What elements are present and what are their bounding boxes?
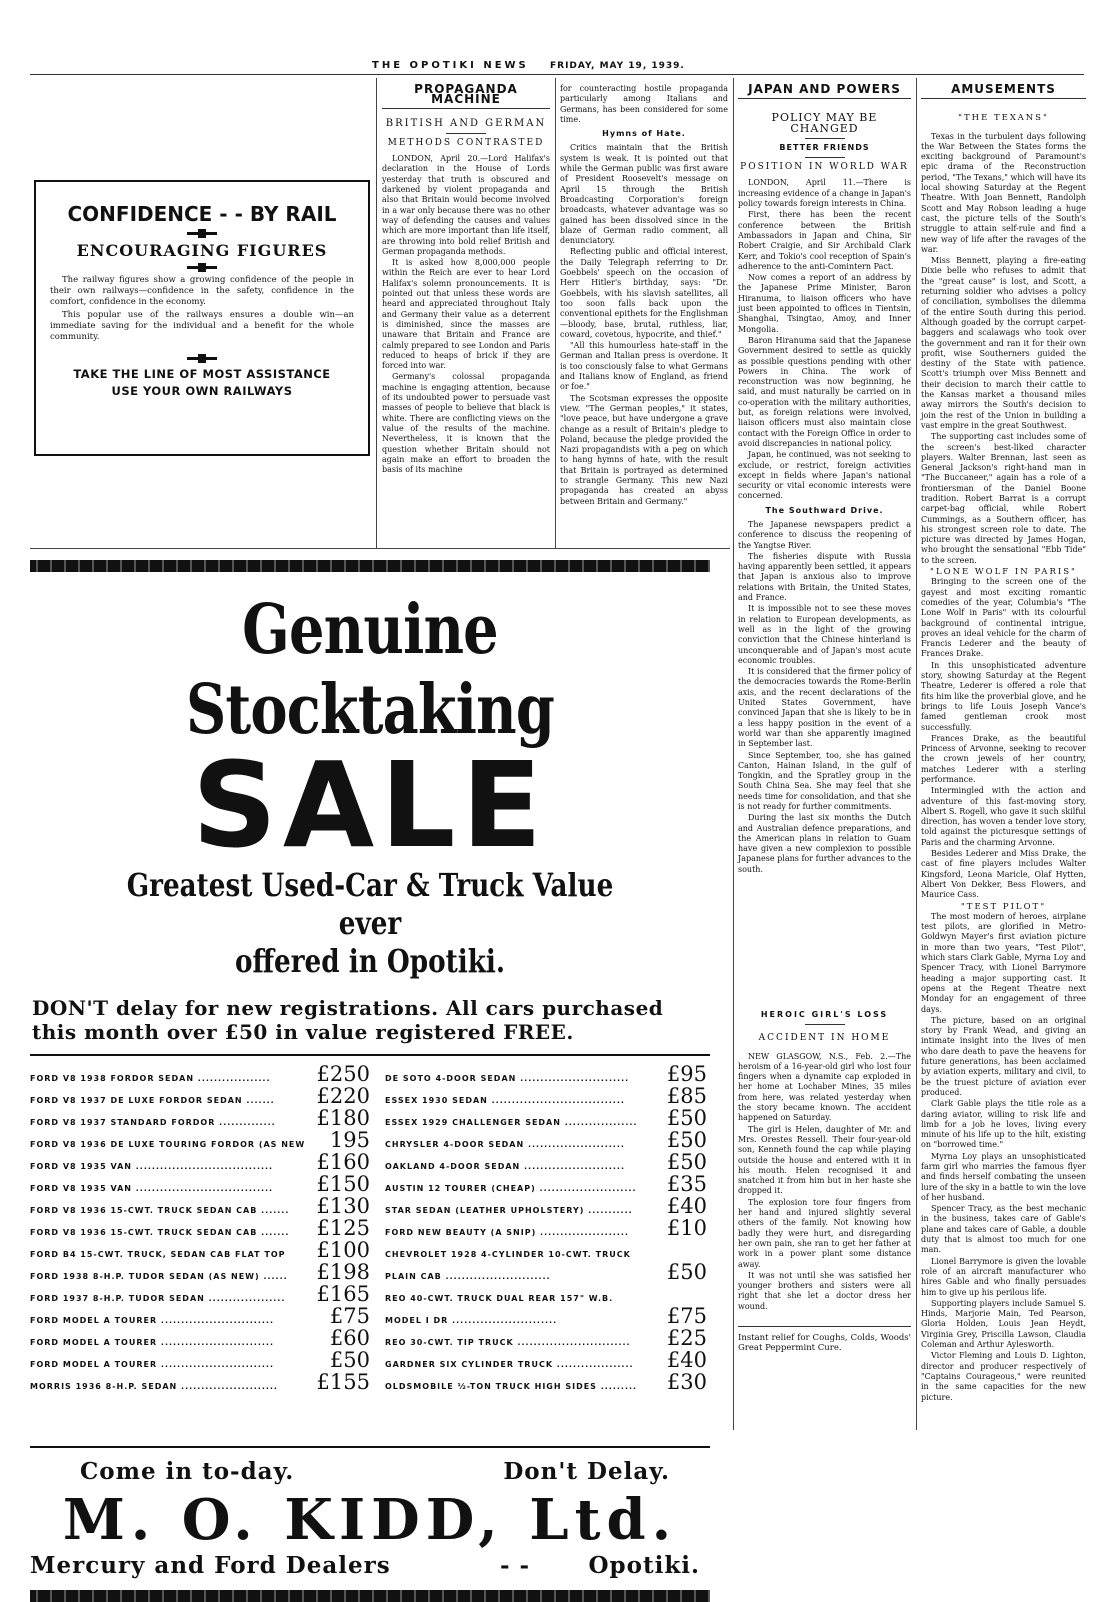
paragraph: The Japanese newspapers predict a conference to discuss the reopening of the Yangtse River. bbox=[738, 519, 911, 550]
ornament-icon bbox=[187, 232, 217, 235]
paragraph: First, there has been the recent conference between the British Ambassadors in Japan and China, Sir Robert Craigie, and Sir Archibald Clark Kerr, and Tokio's cool reception of Spain's adherence to the anti-Comintern Pact. bbox=[738, 210, 911, 271]
dealer-tagline: Mercury and Ford Dealers bbox=[30, 1552, 391, 1579]
paragraph: In this unsophisticated adventure story, showing Saturday at the Regent Theatre, Lederer is offered a role that fits him like the proverbial glove, and he brings to life Louis Joseph Vance's famed gentleman crook most successfully. bbox=[921, 660, 1086, 732]
article-subhead: The Southward Drive. bbox=[765, 505, 884, 515]
vehicle-name: FORD 1938 8-H.P. TUDOR SEDAN (AS NEW) ...... bbox=[30, 1272, 288, 1281]
sale-word: SALE bbox=[191, 736, 549, 874]
vehicle-name: FORD V8 1937 STANDARD FORDOR .............. bbox=[30, 1118, 276, 1127]
vehicle-name: FORD MODEL A TOURER ............................ bbox=[30, 1316, 274, 1325]
vehicle-name: FORD V8 1937 DE LUXE FORDOR SEDAN ....... bbox=[30, 1096, 275, 1105]
divider bbox=[805, 138, 845, 139]
column-rule bbox=[916, 78, 917, 1430]
paragraph: Intermingled with the action and adventure of this fast-moving story, Albert S. Rogell, who gave it such skilful direction, has woven a tender love story, told against the picturesque settings of Paris and the charming Arvonne. bbox=[921, 786, 1086, 847]
paragraph: Bringing to the screen one of the gayest and most exciting romantic comedies of the year, Columbia's "The Lone Wolf in Paris" with its colourful background of continental intrigue, proves an ideal vehicle for the charm of Francis Lederer and the beauty of Frances Drake. bbox=[921, 577, 1086, 659]
article-subhead: BRITISH AND GERMAN bbox=[385, 117, 547, 129]
paragraph: Supporting players include Samuel S. Hinds, Marjorie Main, Ted Pearson, Gloria Holden, Louis Jean Heydt, Virginia Grey, Priscilla Lawson, Claudia Coleman and Arthur Aylesworth. bbox=[921, 1298, 1086, 1350]
price-list-right bbox=[385, 1064, 707, 1394]
vehicle-name: FORD 1937 8-H.P. TUDOR SEDAN ................... bbox=[30, 1294, 286, 1303]
vehicle-price: £150 bbox=[316, 1172, 370, 1196]
section-rule bbox=[30, 548, 730, 549]
vehicle-name: FORD MODEL A TOURER ............................ bbox=[30, 1338, 274, 1347]
paragraph: Now comes a report of an address by the Japanese Prime Minister, Baron Hiranuma, to liaison officers who have just been appointed to offices in Tientsin, Shanghai, Tsingtao, Amoy, and Inner Mongolia. bbox=[738, 273, 911, 334]
price-row bbox=[385, 1372, 707, 1394]
vehicle-price: £125 bbox=[316, 1216, 370, 1240]
paragraph: Miss Bennett, playing a fire-eating Dixie belle who refuses to admit that the "great cause" is lost, and Scott, a returning soldier who advises a policy of conciliation, symbolises the dilemma of the entire South during this period. Although goaded by the corrupt carpet-baggers and scalawags who took over the government and ran it for their own profit, wise Southerners guided the destiny of the State with patience. Scott's triumph over Miss Bennett and their decision to march their cattle to the Kansas market a thousand miles away mirrors the South's decision to join the rest of the Union in building a vast empire in the great Southwest. bbox=[921, 256, 1086, 430]
price-row bbox=[385, 1130, 707, 1152]
price-row bbox=[30, 1306, 370, 1328]
price-row bbox=[385, 1174, 707, 1196]
vehicle-price: £40 bbox=[666, 1194, 707, 1218]
vehicle-price: £50 bbox=[666, 1106, 707, 1130]
article-subhead: ACCIDENT IN HOME bbox=[758, 1033, 891, 1044]
sale-tagline: Greatest Used-Car & Truck Value ever bbox=[126, 866, 614, 942]
paragraph: During the last six months the Dutch and Australian defence preparations, and the American plans in relation to Guam have given a new complexion to possible Japanese plans for further advances to the south. bbox=[738, 813, 911, 874]
paragraph: The girl is Helen, daughter of Mr. and Mrs. Orestes Ressell. Their four-year-old son, Kenneth found the cap while playing outside the house and entered with it in his mouth. Helen recognised it and snatched it from him but in her haste she dropped it. bbox=[738, 1124, 911, 1196]
separator-dashes: - - bbox=[500, 1552, 531, 1579]
vehicle-price: £10 bbox=[666, 1216, 707, 1240]
price-row bbox=[385, 1064, 707, 1086]
price-row bbox=[385, 1328, 707, 1350]
price-row bbox=[385, 1350, 707, 1372]
paragraph: NEW GLASGOW, N.S., Feb. 2.—The heroism of a 16-year-old girl who lost four fingers when a dynamite cap exploded in her home at Lochaber Mines, 35 miles from here, was related yesterday when the story became known. The accident happened on Saturday. bbox=[738, 1051, 911, 1123]
paragraph: Reflecting public and official interest, the Daily Telegraph referring to Dr. Goebbels' speech on the occasion of Herr Hitler's birthday, says: "Dr. Goebbels, with his slavish satellites, all too soon falls back upon the conventional epithets for the Englishman—bloody, base, brutal, ruthless, liar, coward, covetous, hypocrite, and thief." bbox=[560, 247, 728, 339]
vehicle-price: £50 bbox=[666, 1150, 707, 1174]
paragraph: It is considered that the firmer policy of the democracies towards the Rome-Berlin axis, and the recent declarations of the United States Government, have convinced Japan that she is likely to be in a less happy position in the event of a world war than she apparently imagined in September last. bbox=[738, 667, 911, 749]
price-row bbox=[30, 1240, 370, 1262]
vehicle-name: FORD NEW BEAUTY (A SNIP) ...................... bbox=[385, 1228, 629, 1237]
price-row bbox=[385, 1284, 707, 1306]
price-row bbox=[385, 1306, 707, 1328]
vehicle-name: FORD MODEL A TOURER ............................ bbox=[30, 1360, 274, 1369]
amusements-column bbox=[921, 84, 1086, 1430]
paragraph: Frances Drake, as the beautiful Princess of Arvonne, seeking to recover the crown jewels of her country, matches Lederer with a sterling performance. bbox=[921, 733, 1086, 784]
vehicle-price: £180 bbox=[316, 1106, 370, 1130]
japan-article bbox=[738, 84, 911, 984]
vehicle-name: FORD V8 1938 FORDOR SEDAN .................. bbox=[30, 1074, 271, 1083]
vehicle-price: £50 bbox=[329, 1348, 370, 1372]
paragraph: Germany's colossal propaganda machine is engaging attention, because of its undoubted power to persuade vast masses of people to believe that black is white. There are conflicting views on the value of the results of the machine. Nevertheless, it is known that the question whether Britain should not again make an effort to broaden the basis of its machine bbox=[382, 372, 550, 475]
paragraph: Myrna Loy plays an unsophisticated farm girl who marries the famous flyer and finds herself combating the unseen lure of the sky in a battle to win the love of her husband. bbox=[921, 1151, 1086, 1202]
vehicle-name: CHRYSLER 4-DOOR SEDAN ........................ bbox=[385, 1140, 625, 1149]
article-subhead: POSITION IN WORLD WAR bbox=[740, 162, 909, 173]
railway-advert bbox=[34, 180, 370, 456]
article-subhead: POLICY MAY BE CHANGED bbox=[771, 111, 878, 135]
vehicle-name: GARDNER SIX CYLINDER TRUCK ................... bbox=[385, 1360, 634, 1369]
paragraph: for counteracting hostile propaganda particularly among Italians and Germans, has been considered for some time. bbox=[560, 84, 728, 124]
paragraph: Critics maintain that the British system is weak. It is pointed out that while the German public was first aware of President Roosevelt's message on April 15 through the British Broadcasting Corporation's foreign broadcasts, whatever advantage was so gained has been dissolved since in the blaze of German radio comment, all denunciatory. bbox=[560, 143, 728, 246]
paragraph: Spencer Tracy, as the best mechanic in the business, takes care of Gable's plane and takes care of Gable, a double duty that is almost too much for one man. bbox=[921, 1204, 1086, 1255]
paragraph: Clark Gable plays the title role as a daring aviator, willing to risk life and limb for a job he loves, living every minute of his life up to the hilt, existing on "borrowed time." bbox=[921, 1099, 1086, 1150]
paragraph: Since September, too, she has gained Canton, Hainan Island, in the gulf of Tongkin, and the Spratley group in the South China Sea. She may feel that she needs time for consolidation, and that she is not ready for further commitments. bbox=[738, 750, 911, 811]
vehicle-name: STAR SEDAN (LEATHER UPHOLSTERY) ........... bbox=[385, 1206, 633, 1215]
price-row bbox=[385, 1240, 707, 1262]
price-row bbox=[385, 1086, 707, 1108]
paragraph: It is asked how 8,000,000 people within the Reich are ever to hear Lord Halifax's solemn pronouncements. It is pointed out that unless these words are heard and appreciated throughout Italy and Germany their value as a deterrent is diminished, since the masses are unaware that Britain and France are calmly prepared to see London and Paris reduced to heaps of brick if they are forced into war. bbox=[382, 258, 550, 371]
ornament-icon bbox=[187, 357, 217, 360]
vehicle-name: ESSEX 1930 SEDAN ................................. bbox=[385, 1096, 625, 1105]
vehicle-price: £40 bbox=[666, 1348, 707, 1372]
vehicle-price: £60 bbox=[329, 1326, 370, 1350]
border-stripe bbox=[30, 1590, 710, 1602]
vehicle-name: FORD B4 15-CWT. TRUCK, SEDAN CAB FLAT TOP bbox=[30, 1250, 286, 1259]
car-sale-advert bbox=[30, 560, 710, 1579]
cough-cure-ad: Instant relief for Coughs, Colds, Woods' Great Peppermint Cure. bbox=[738, 1333, 911, 1354]
price-list-left bbox=[30, 1064, 370, 1394]
vehicle-name: FORD V8 1935 VAN .................................. bbox=[30, 1184, 274, 1193]
price-row bbox=[385, 1152, 707, 1174]
price-row bbox=[30, 1372, 370, 1394]
vehicle-name: CHEVROLET 1928 4-CYLINDER 10-CWT. TRUCK bbox=[385, 1250, 631, 1259]
paragraph: Lionel Barrymore is given the lovable role of an aircraft manufacturer who hires Gable and who finally persuades him to give up his perilous life. bbox=[921, 1256, 1086, 1297]
price-row bbox=[385, 1218, 707, 1240]
price-row bbox=[30, 1350, 370, 1372]
price-row bbox=[30, 1262, 370, 1284]
film-title: "LONE WOLF IN PARIS" bbox=[930, 567, 1077, 578]
vehicle-price: £155 bbox=[316, 1370, 370, 1394]
vehicle-name: MODEL I DR .......................... bbox=[385, 1316, 558, 1325]
column-rule bbox=[733, 78, 734, 1430]
ornament-icon bbox=[187, 266, 217, 269]
paragraph: The picture, based on an original story by Frank Wead, and giving an intimate insight into the lives of men who dare death to pave the heavens for future generations, has been acclaimed by aviation experts, military and civil, to be the truest picture of aviation ever produced. bbox=[921, 1015, 1086, 1097]
propaganda-article bbox=[382, 84, 550, 546]
vehicle-price: £160 bbox=[316, 1150, 370, 1174]
vehicle-name: REO 40-CWT. TRUCK DUAL REAR 157" W.B. bbox=[385, 1294, 614, 1303]
paragraph: The explosion tore four fingers from her hand and injured slightly several others of the family. Not knowing how badly they were hurt, and disregarding her own pain, she ran to get her father at work in a power plant some distance away. bbox=[738, 1197, 911, 1269]
paper-name: THE OPOTIKI NEWS bbox=[372, 60, 529, 71]
paragraph: Baron Hiranuma said that the Japanese Government desired to settle as quickly as possible questions pending with other Powers in China. The work of reconstruction was now beginning, he said, and must naturally be carried on in co-operation with the military authorities, but, as foreign relations were involved, liaison officers must also maintain close contact with the Foreign Office in order to avoid discrepancies in national policy. bbox=[738, 335, 911, 448]
divider bbox=[446, 133, 486, 134]
heroic-article bbox=[738, 1002, 911, 1428]
article-headline: HEROIC GIRL'S LOSS bbox=[760, 1010, 889, 1019]
sale-tagline: offered in Opotiki. bbox=[234, 942, 505, 980]
vehicle-price: £30 bbox=[666, 1370, 707, 1394]
vehicle-name: PLAIN CAB .......................... bbox=[385, 1272, 551, 1281]
price-row bbox=[385, 1262, 707, 1284]
paragraph: The supporting cast includes some of the screen's best-liked character players. Walter Brennan, last seen as General Jackson's right-hand man in "The Buccaneer," again has a role of a frontiersman of the Daniel Boone tradition. Robert Barrat is a corrupt carpet-bag official, while Robert Cummings, as a Southern officer, has his strongest screen role to date. The picture was directed by James Hogan, who brought the sensational "Ebb Tide" to the screen. bbox=[921, 432, 1086, 565]
price-row bbox=[30, 1086, 370, 1108]
paragraph: The Scotsman expresses the opposite view. "The German peoples," it states, "love peace, but have undergone a grave change as a result of Britain's pledge to Poland, because the pledge provided the Nazi propagandists with a peg on which to hang hymns of hate, with the result that Britain is portrayed as determined to strangle Germany. This new Nazi propaganda has created an abyss between Britain and Germany." bbox=[560, 393, 728, 506]
column-headline: AMUSEMENTS bbox=[921, 84, 1086, 99]
vehicle-price: £250 bbox=[316, 1062, 370, 1086]
railway-title: CONFIDENCE - - BY RAIL bbox=[67, 202, 337, 226]
vehicle-name: FORD V8 1936 15-CWT. TRUCK SEDAN CAB ....... bbox=[30, 1206, 290, 1215]
railway-paragraph: The railway figures show a growing confidence of the people in their own railways—confidence in the safety, confidence in the comfort, confidence in the economy. bbox=[50, 275, 354, 307]
price-row bbox=[30, 1152, 370, 1174]
vehicle-price: £198 bbox=[316, 1260, 370, 1284]
come-in-text: Come in to-day. bbox=[80, 1458, 295, 1485]
vehicle-price: £75 bbox=[329, 1304, 370, 1328]
railway-subtitle: ENCOURAGING FIGURES bbox=[76, 241, 328, 260]
hymns-article bbox=[560, 84, 728, 546]
paragraph: It is impossible not to see these moves in relation to European developments, as well as in the light of the growing conviction that the Chinese hinterland is unconquerable and of Japan's most acute economic troubles. bbox=[738, 604, 911, 665]
dealer-town: Opotiki. bbox=[588, 1552, 700, 1579]
vehicle-name: AUSTIN 12 TOURER (CHEAP) ........................ bbox=[385, 1184, 637, 1193]
vehicle-name: DE SOTO 4-DOOR SEDAN ........................... bbox=[385, 1074, 630, 1083]
vehicle-name: OLDSMOBILE ½-TON TRUCK HIGH SIDES ......... bbox=[385, 1382, 638, 1391]
vehicle-name: OAKLAND 4-DOOR SEDAN ......................... bbox=[385, 1162, 625, 1171]
price-row bbox=[30, 1174, 370, 1196]
price-row bbox=[30, 1284, 370, 1306]
divider bbox=[805, 1024, 845, 1025]
railway-paragraph: This popular use of the railways ensures a double win—an immediate saving for the individual and a benefit for the whole community. bbox=[50, 310, 354, 342]
vehicle-name: ESSEX 1929 CHALLENGER SEDAN .................. bbox=[385, 1118, 638, 1127]
article-headline: PROPAGANDA MACHINE bbox=[382, 84, 550, 109]
paragraph: LONDON, April 20.—Lord Halifax's declaration in the House of Lords yesterday that truth is obscured and darkened by violent propaganda and also that Britain would become involved in a war only because there was no other way of defending the causes and values which are more important than life itself, are throwing into bold relief British and German propaganda methods. bbox=[382, 154, 550, 256]
registration-notice: DON'T delay for new registrations. All cars purchased this month over £50 in value registered FREE. bbox=[32, 996, 664, 1044]
masthead bbox=[0, 58, 1114, 78]
price-row bbox=[30, 1130, 370, 1152]
article-subhead: METHODS CONTRASTED bbox=[387, 137, 545, 148]
film-title: "TEST PILOT" bbox=[960, 901, 1047, 912]
film-title: "THE TEXANS" bbox=[958, 113, 1049, 124]
issue-date: FRIDAY, MAY 19, 1939. bbox=[550, 61, 685, 71]
article-subhead: BETTER FRIENDS bbox=[779, 142, 870, 152]
price-list bbox=[30, 1064, 710, 1434]
vehicle-price: £95 bbox=[666, 1062, 707, 1086]
railway-slogan: TAKE THE LINE OF MOST ASSISTANCE bbox=[73, 367, 331, 381]
vehicle-price: £130 bbox=[316, 1194, 370, 1218]
paragraph: Japan, he continued, was not seeking to exclude, or restrict, foreign activities except in fields where Japan's national security or vital economic interests were concerned. bbox=[738, 450, 911, 501]
railway-slogan: USE YOUR OWN RAILWAYS bbox=[111, 384, 293, 398]
column-rule bbox=[555, 78, 556, 548]
divider bbox=[805, 157, 845, 158]
vehicle-price: £50 bbox=[666, 1128, 707, 1152]
vehicle-price: £165 bbox=[316, 1282, 370, 1306]
price-row bbox=[30, 1108, 370, 1130]
vehicle-price: £85 bbox=[666, 1084, 707, 1108]
price-row bbox=[30, 1218, 370, 1240]
border-stripe bbox=[30, 560, 710, 572]
price-row bbox=[30, 1328, 370, 1350]
column-rule bbox=[376, 78, 377, 548]
vehicle-price: £220 bbox=[316, 1084, 370, 1108]
sale-headline: Genuine Stocktaking bbox=[185, 590, 555, 750]
paragraph: The most modern of heroes, airplane test pilots, are glorified in Metro-Goldwyn Mayer's first aviation picture in more than two years, "Test Pilot", which stars Clark Gable, Myrna Loy and Spencer Tracy, with Lionel Barrymore heading a major supporting cast. It opens at the Regent Theatre next Monday for an engagement of three days. bbox=[921, 911, 1086, 1014]
vehicle-name: FORD V8 1936 15-CWT. TRUCK SEDAN CAB ....... bbox=[30, 1228, 290, 1237]
paragraph: The fisheries dispute with Russia having apparently been settled, it appears that Japan is anxious also to improve relations with Britain, the United States, and France. bbox=[738, 551, 911, 603]
paragraph: Besides Lederer and Miss Drake, the cast of fine players includes Walter Kingsford, Leona Maricle, Olaf Hytten, Albert Von Dekker, Bess Flowers, and Maurice Cass. bbox=[921, 849, 1086, 900]
dont-delay-text: Don't Delay. bbox=[503, 1458, 670, 1485]
paragraph: Victor Fleming and Louis D. Lighton, director and producer respectively of "Captains Courageous," were reunited in the same capacities for the new picture. bbox=[921, 1351, 1086, 1402]
vehicle-price: 195 bbox=[329, 1128, 370, 1152]
paragraph: Texas in the turbulent days following the War Between the States forms the exciting background of Paramount's epic drama of the Reconstruction period, "The Texans," which will have its local showing Saturday at the Regent Theatre. With Joan Bennett, Randolph Scott and May Robson leading a huge cast, the picture tells of the South's struggle to attain self-rule and find a new way of life after the ravages of the war. bbox=[921, 131, 1086, 254]
article-subhead: Hymns of Hate. bbox=[602, 129, 686, 139]
vehicle-price: £25 bbox=[666, 1326, 707, 1350]
vehicle-name: MORRIS 1936 8-H.P. SEDAN ........................ bbox=[30, 1382, 278, 1391]
paragraph: "All this humourless hate-staff in the German and Italian press is overdone. It is too consciously false to what Germans and Italians know of England, as friend or foe." bbox=[560, 341, 728, 392]
vehicle-price: £100 bbox=[316, 1238, 370, 1262]
price-row bbox=[30, 1064, 370, 1086]
paragraph: It was not until she was satisfied her younger brothers and sisters were all right that she let a doctor dress her wound. bbox=[738, 1270, 911, 1311]
price-row bbox=[385, 1108, 707, 1130]
dealer-name: M. O. KIDD, Ltd. bbox=[62, 1487, 678, 1553]
vehicle-price: £35 bbox=[666, 1172, 707, 1196]
price-row bbox=[385, 1196, 707, 1218]
paragraph: LONDON, April 11.—There is increasing evidence of a change in Japan's policy towards foreign interests in China. bbox=[738, 178, 911, 209]
vehicle-name: REO 30-CWT. TIP TRUCK ............................ bbox=[385, 1338, 631, 1347]
vehicle-name: FORD V8 1935 VAN .................................. bbox=[30, 1162, 274, 1171]
vehicle-price: £75 bbox=[666, 1304, 707, 1328]
vehicle-price: £50 bbox=[666, 1260, 707, 1284]
vehicle-name: FORD V8 1936 DE LUXE TOURING FORDOR (AS NEW bbox=[30, 1140, 306, 1149]
article-headline: JAPAN AND POWERS bbox=[738, 84, 911, 99]
price-row bbox=[30, 1196, 370, 1218]
